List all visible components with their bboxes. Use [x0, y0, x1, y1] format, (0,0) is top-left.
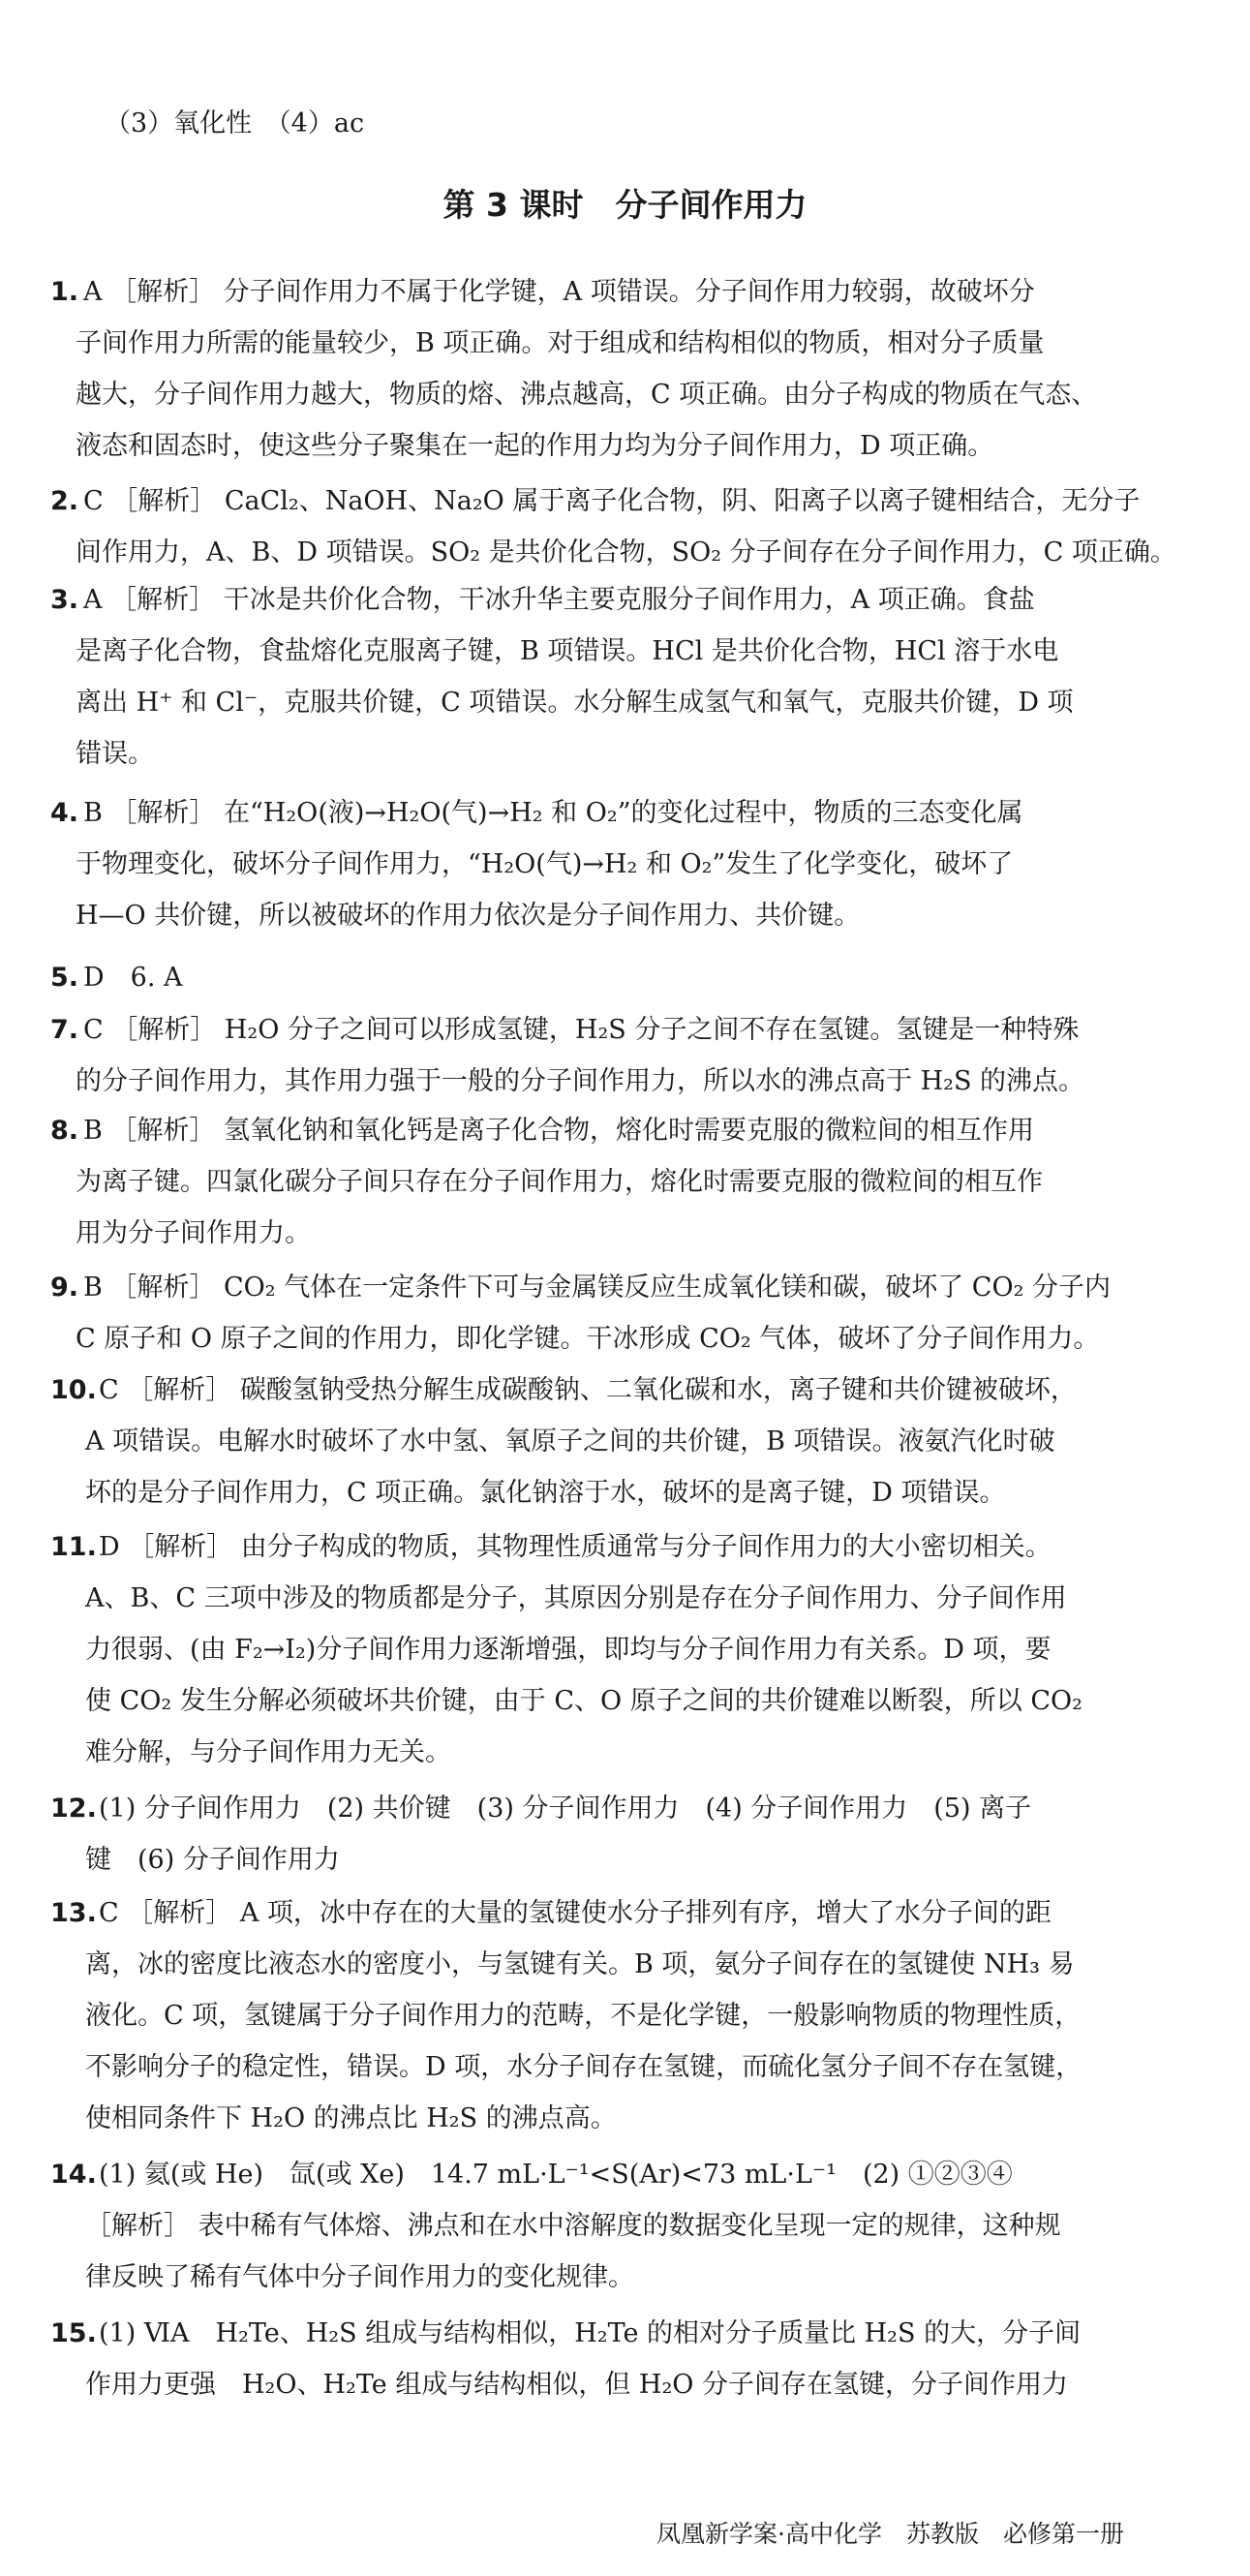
answer-continuation-line: 使相同条件下 H₂O 的沸点比 H₂S 的沸点高。: [85, 2103, 617, 2133]
answer-first-line: [50, 581, 1035, 620]
question-number: 12.: [50, 1794, 97, 1824]
answer-text: A ［解析］ 分子间作用力不属于化学键，A 项错误。分子间作用力较弱，故破坏分: [83, 277, 1035, 307]
answer-continuation-line: 液态和固态时，使这些分子聚集在一起的作用力均为分子间作用力，D 项正确。: [76, 431, 994, 461]
question-number: 2.: [50, 486, 79, 516]
answer-first-line: [50, 1790, 1031, 1828]
question-number: 3.: [50, 585, 79, 615]
answer-text: C ［解析］ CaCl₂、NaOH、Na₂O 属于离子化合物，阴、阳离子以离子键相结合，无分子: [83, 486, 1141, 516]
page-footer: 凤凰新学案·高中化学 苏教版 必修第一册: [656, 2520, 1124, 2548]
answer-text: A ［解析］ 干冰是共价化合物，干冰升华主要克服分子间作用力，A 项正确。食盐: [83, 585, 1035, 615]
answer-text: C ［解析］ H₂O 分子之间可以形成氢键，H₂S 分子之间不存在氢键。氢键是一种特殊: [83, 1015, 1080, 1045]
answer-continuation-line: 难分解，与分子间作用力无关。: [85, 1737, 451, 1767]
answer-continuation-line: 离，冰的密度比液态水的密度小，与氢键有关。B 项，氨分子间存在的氢键使 NH₃ 易: [85, 1949, 1075, 1979]
answer-continuation-line: 作用力更强 H₂O、H₂Te 组成与结构相似，但 H₂O 分子间存在氢键，分子间作用力: [85, 2370, 1069, 2400]
answer-first-line: [50, 273, 1035, 312]
answer-continuation-line: 使 CO₂ 发生分解必须破坏共价键，由于 C、O 原子之间的共价键难以断裂，所以 CO₂: [85, 1686, 1082, 1716]
answer-continuation-line: 间作用力，A、B、D 项错误。SO₂ 是共价化合物，SO₂ 分子间存在分子间作用力，C 项正确。: [76, 537, 1176, 567]
answer-continuation-line: A 项错误。电解水时破坏了水中氢、氧原子之间的共价键，B 项错误。液氨汽化时破: [85, 1426, 1055, 1457]
answer-first-line: [50, 1528, 1052, 1567]
question-number: 1.: [50, 277, 79, 307]
question-number: 13.: [50, 1898, 97, 1928]
answer-text: C ［解析］ A 项，冰中存在的大量的氢键使水分子排列有序，增大了水分子间的距: [99, 1898, 1052, 1928]
answer-continuation-line: 离出 H⁺ 和 Cl⁻，克服共价键，C 项错误。水分解生成氢气和氧气，克服共价键，D 项: [76, 688, 1074, 718]
previous-answer-line: （3）氧化性 （4）ac: [105, 108, 365, 138]
answer-continuation-line: 是离子化合物，食盐熔化克服离子键，B 项错误。HCl 是共价化合物，HCl 溶于水电: [76, 636, 1059, 666]
lesson-heading: 第 3 课时 分子间作用力: [442, 186, 808, 224]
answer-continuation-line: 用为分子间作用力。: [76, 1218, 311, 1248]
question-number: 8.: [50, 1116, 79, 1146]
question-number: 4.: [50, 798, 79, 828]
answer-first-line: [50, 1011, 1079, 1050]
answer-continuation-line: 液化。C 项，氢键属于分子间作用力的范畴，不是化学键，一般影响物质的物理性质，: [85, 2001, 1082, 2031]
question-number: 10.: [50, 1375, 97, 1405]
answer-continuation-line: ［解析］ 表中稀有气体熔、沸点和在水中溶解度的数据变化呈现一定的规律，这种规: [85, 2211, 1061, 2241]
question-number: 7.: [50, 1015, 79, 1045]
answer-first-line: [50, 2315, 1081, 2353]
answer-text: D ［解析］ 由分子构成的物质，其物理性质通常与分子间作用力的大小密切相关。: [99, 1532, 1052, 1562]
answer-first-line: [50, 1112, 1034, 1150]
answer-text: B ［解析］ CO₂ 气体在一定条件下可与金属镁反应生成氧化镁和碳，破坏了 CO₂ 分子内: [83, 1273, 1111, 1303]
answer-continuation-line: 错误。: [76, 739, 154, 769]
answer-first-line: [50, 1371, 1077, 1410]
question-number: 5.: [50, 963, 79, 993]
answer-first-line: [50, 794, 1023, 833]
answer-first-line: [50, 2156, 1013, 2194]
answer-first-line: [50, 482, 1140, 521]
answer-text: D 6. A: [83, 963, 183, 993]
question-number: 9.: [50, 1273, 79, 1303]
answer-text: C ［解析］ 碳酸氢钠受热分解生成碳酸钠、二氧化碳和水，离子键和共价键被破坏，: [99, 1375, 1077, 1405]
answer-first-line: [50, 1269, 1111, 1307]
answer-text: (1) 分子间作用力 (2) 共价键 (3) 分子间作用力 (4) 分子间作用力 (5) 离子: [99, 1794, 1032, 1824]
answer-first-line: [50, 1894, 1052, 1933]
answer-continuation-line: C 原子和 O 原子之间的作用力，即化学键。干冰形成 CO₂ 气体，破坏了分子间作用力。: [76, 1324, 1100, 1354]
answer-continuation-line: 子间作用力所需的能量较少，B 项正确。对于组成和结构相似的物质，相对分子质量: [76, 328, 1045, 358]
question-number: 14.: [50, 2160, 97, 2190]
answer-continuation-line: 律反映了稀有气体中分子间作用力的变化规律。: [85, 2262, 634, 2292]
answer-continuation-line: 键 (6) 分子间作用力: [85, 1845, 340, 1875]
answer-continuation-line: 坏的是分子间作用力，C 项正确。氯化钠溶于水，破坏的是离子键，D 项错误。: [85, 1478, 1006, 1508]
answer-continuation-line: A、B、C 三项中涉及的物质都是分子，其原因分别是存在分子间作用力、分子间作用: [85, 1583, 1067, 1613]
answer-text: B ［解析］ 在“H₂O(液)→H₂O(气)→H₂ 和 O₂”的变化过程中，物质的三态变化属: [83, 798, 1023, 828]
answer-text: (1) ⅥA H₂Te、H₂S 组成与结构相似，H₂Te 的相对分子质量比 H₂S 的大，分子间: [99, 2318, 1082, 2348]
answer-text: (1) 氦(或 He) 氙(或 Xe) 14.7 mL·L⁻¹<S(Ar)<73 mL·L⁻¹ (2) ①②③④: [99, 2160, 1013, 2190]
answer-continuation-line: 于物理变化，破坏分子间作用力，“H₂O(气)→H₂ 和 O₂”发生了化学变化，破坏了: [76, 849, 1014, 879]
answer-continuation-line: 越大，分子间作用力越大，物质的熔、沸点越高，C 项正确。由分子构成的物质在气态、: [76, 380, 1098, 410]
question-number: 11.: [50, 1532, 97, 1562]
answer-continuation-line: 为离子键。四氯化碳分子间只存在分子间作用力，熔化时需要克服的微粒间的相互作: [76, 1167, 1043, 1197]
answer-continuation-line: 的分子间作用力，其作用力强于一般的分子间作用力，所以水的沸点高于 H₂S 的沸点。: [76, 1066, 1085, 1096]
answer-continuation-line: 不影响分子的稳定性，错误。D 项，水分子间存在氢键，而硫化氢分子间不存在氢键，: [85, 2052, 1082, 2082]
question-number: 15.: [50, 2318, 97, 2348]
answer-text: B ［解析］ 氢氧化钠和氧化钙是离子化合物，熔化时需要克服的微粒间的相互作用: [83, 1116, 1035, 1146]
answer-continuation-line: H—O 共价键，所以被破坏的作用力依次是分子间作用力、共价键。: [76, 901, 861, 931]
answer-continuation-line: 力很弱、(由 F₂→I₂)分子间作用力逐渐增强，即均与分子间作用力有关系。D 项，要: [85, 1635, 1052, 1665]
answer-first-line: [50, 959, 183, 997]
